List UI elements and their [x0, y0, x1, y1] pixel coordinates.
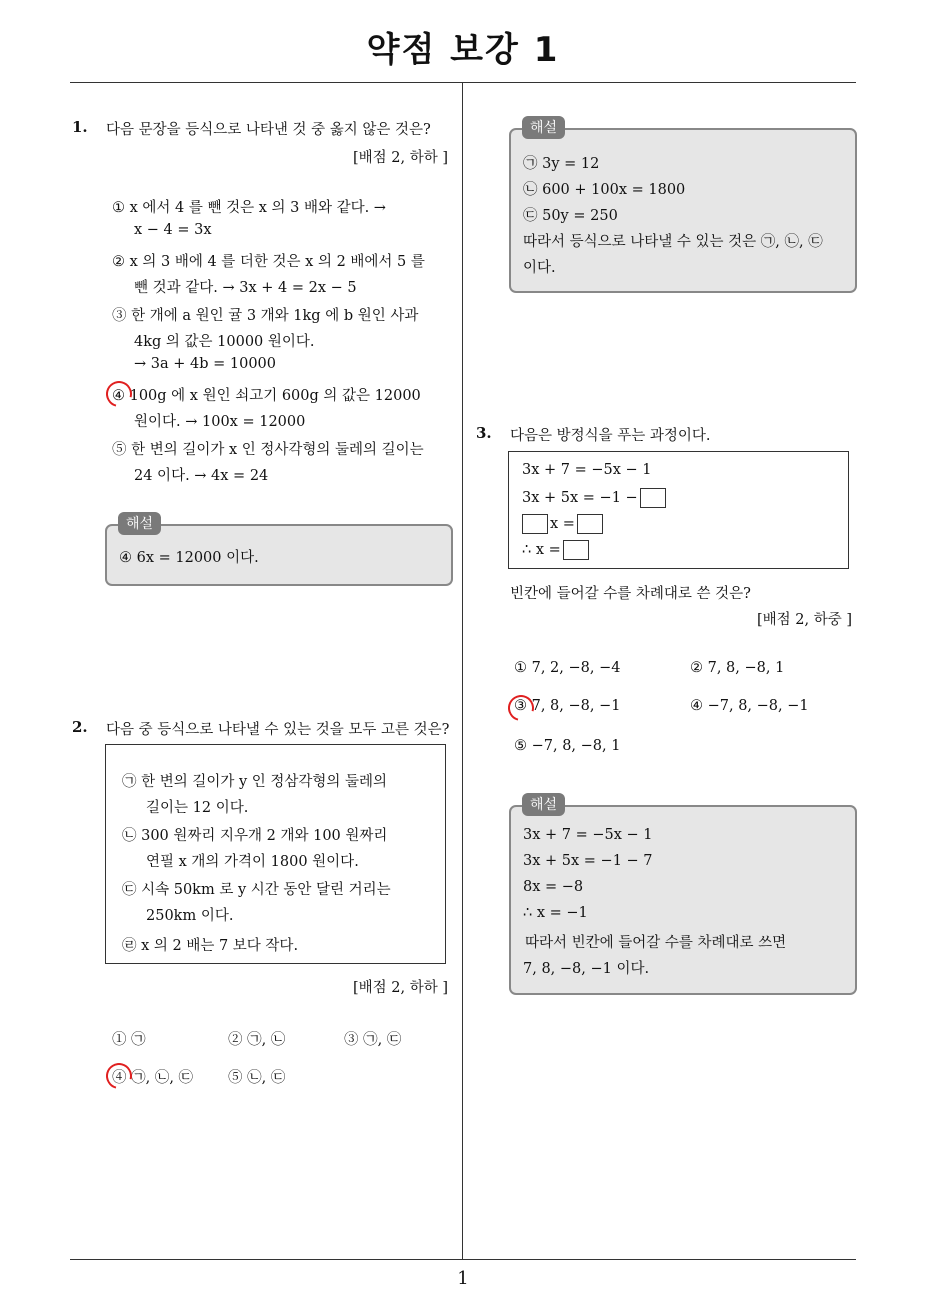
blank-box: [563, 540, 589, 560]
q2-item-3-line2: 250km 이다.: [146, 908, 234, 924]
q1-option-3-line2: 4kg 의 값은 10000 원이다.: [134, 334, 315, 350]
q2-explanation-line: ㉢ 50y = 250: [523, 208, 618, 224]
q2-explanation-box: [509, 128, 857, 293]
q1-question: 다음 문장을 등식으로 나타낸 것 중 옳지 않은 것은?: [106, 122, 431, 138]
q1-option-5-line1: ⑤ 한 변의 길이가 x 인 정사각형의 둘레의 길이는: [112, 442, 424, 458]
blank-box: [577, 514, 603, 534]
q3-explanation-line: ∴ x = −1: [523, 905, 588, 921]
q3-choice-1: ① 7, 2, −8, −4: [514, 660, 621, 676]
q1-option-4-line1: ④ 100g 에 x 원인 쇠고기 600g 의 값은 12000: [112, 388, 421, 404]
blank-box: [640, 488, 666, 508]
q3-choice-4: ④ −7, 8, −8, −1: [690, 698, 809, 714]
q1-explanation-line: ④ 6x = 12000 이다.: [119, 550, 259, 566]
q2-question: 다음 중 등식으로 나타낼 수 있는 것을 모두 고른 것은?: [106, 722, 450, 738]
q2-score: [배점 2, 하하 ]: [352, 980, 448, 996]
q1-option-2-line1: ② x 의 3 배에 4 를 더한 것은 x 의 2 배에서 5 를: [112, 254, 425, 270]
q2-choice-5: ⑤ ㉡, ㉢: [228, 1070, 286, 1086]
column-divider: [462, 83, 463, 1259]
q3-step-3: [520, 514, 605, 534]
q3-step-4-text: ∴ x =: [522, 542, 561, 558]
q3-explanation-line: 7, 8, −8, −1 이다.: [523, 961, 650, 977]
q3-explanation-line: 따라서 빈칸에 들어갈 수를 차례대로 쓰면: [525, 935, 787, 951]
q3-explanation-line: 8x = −8: [523, 879, 584, 895]
answer-mark-circle: [101, 1058, 137, 1094]
q3-explanation-line: 3x + 7 = −5x − 1: [523, 827, 653, 843]
q2-item-1-line2: 길이는 12 이다.: [146, 800, 249, 816]
q1-number: 1.: [72, 118, 88, 136]
q1-option-3-line1: ③ 한 개에 a 원인 귤 3 개와 1kg 에 b 원인 사과: [112, 308, 419, 324]
answer-mark-circle: [101, 376, 137, 412]
footer-rule: [70, 1259, 856, 1260]
q2-explanation-tag: 해설: [522, 116, 565, 139]
q2-item-2-line1: ㉡ 300 원짜리 지우개 2 개와 100 원짜리: [122, 828, 388, 844]
q3-step-4: [522, 540, 591, 560]
q3-question: 다음은 방정식을 푸는 과정이다.: [510, 428, 711, 444]
q3-choice-3: ③ 7, 8, −8, −1: [514, 698, 621, 714]
q3-choice-5: ⑤ −7, 8, −8, 1: [514, 738, 621, 754]
q1-option-4-line2: 원이다. → 100x = 12000: [134, 414, 306, 430]
q1-score: [배점 2, 하하 ]: [352, 150, 448, 166]
q3-choice-2: ② 7, 8, −8, 1: [690, 660, 785, 676]
q3-explanation-line: 3x + 5x = −1 − 7: [523, 853, 653, 869]
q1-option-3-line3: → 3a + 4b = 10000: [134, 356, 276, 372]
q1-option-1-line1: ① x 에서 4 를 뺀 것은 x 의 3 배와 같다. →: [112, 200, 386, 216]
q3-explanation-box: [509, 805, 857, 995]
q2-explanation-line: ㉡ 600 + 100x = 1800: [523, 182, 686, 198]
q3-step-2: [522, 488, 668, 508]
q2-choice-3: ③ ㉠, ㉢: [344, 1032, 402, 1048]
q3-step-2-text: 3x + 5x = −1 −: [522, 490, 638, 506]
page-title: 약점 보강 1: [366, 30, 560, 70]
q2-explanation-line: 이다.: [523, 260, 556, 276]
page-number: 1: [457, 1268, 469, 1289]
q2-item-1-line1: ㉠ 한 변의 길이가 y 인 정삼각형의 둘레의: [122, 774, 388, 790]
q3-score: [배점 2, 하중 ]: [756, 612, 852, 628]
header-rule: [70, 82, 856, 83]
answer-mark-circle: [503, 690, 539, 726]
q1-option-1-line2: x − 4 = 3x: [134, 222, 212, 238]
q1-option-2-line2: 뺀 것과 같다. → 3x + 4 = 2x − 5: [134, 280, 357, 296]
q3-step-3-text: x =: [550, 516, 575, 532]
q3-step-1: 3x + 7 = −5x − 1: [522, 462, 652, 478]
q1-explanation-tag: 해설: [118, 512, 161, 535]
q1-option-5-line2: 24 이다. → 4x = 24: [134, 468, 269, 484]
q2-explanation-line: ㉠ 3y = 12: [523, 156, 600, 172]
q3-explanation-tag: 해설: [522, 793, 565, 816]
q2-number: 2.: [72, 718, 88, 736]
q2-choice-4: ④ ㉠, ㉡, ㉢: [112, 1070, 194, 1086]
q3-question-2: 빈칸에 들어갈 수를 차례대로 쓴 것은?: [510, 586, 751, 602]
q2-choice-1: ① ㉠: [112, 1032, 146, 1048]
q2-choice-2: ② ㉠, ㉡: [228, 1032, 286, 1048]
q3-number: 3.: [476, 424, 492, 442]
blank-box: [522, 514, 548, 534]
q2-item-4: ㉣ x 의 2 배는 7 보다 작다.: [122, 938, 299, 954]
q2-item-3-line1: ㉢ 시속 50km 로 y 시간 동안 달린 거리는: [122, 882, 391, 898]
q2-item-2-line2: 연필 x 개의 가격이 1800 원이다.: [146, 854, 359, 870]
q2-explanation-line: 따라서 등식으로 나타낼 수 있는 것은 ㉠, ㉡, ㉢: [523, 234, 823, 250]
